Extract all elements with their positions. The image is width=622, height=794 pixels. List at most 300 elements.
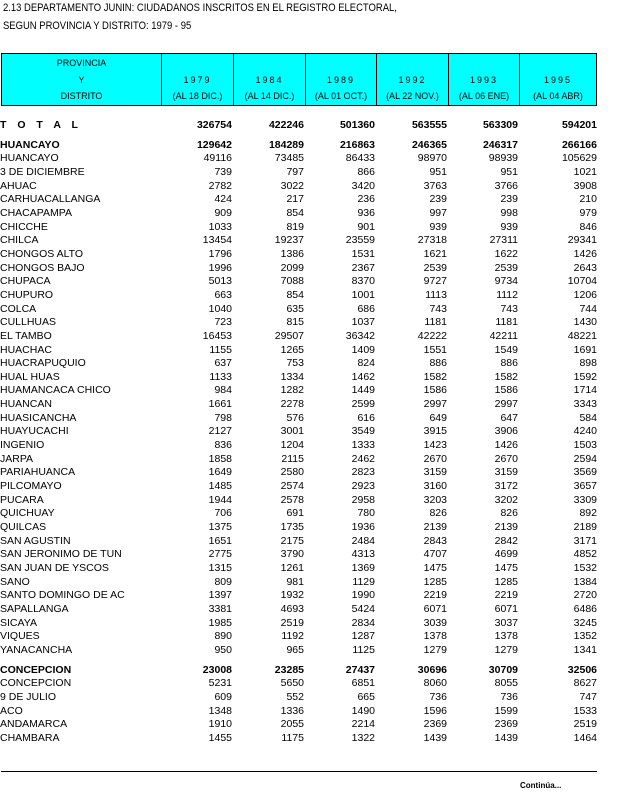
table-row — [0, 480, 597, 494]
value-cell: 3202 — [494, 493, 518, 506]
district-name: PARIAHUANCA — [0, 466, 76, 479]
value-cell: 239 — [500, 193, 518, 206]
table-row — [0, 316, 597, 330]
district-name: 3 DE DICIEMBRE — [0, 165, 85, 178]
value-cell: 3159 — [494, 466, 518, 479]
value-cell: 1691 — [573, 343, 597, 356]
value-cell: 1661 — [208, 398, 232, 411]
value-cell: 2099 — [280, 261, 304, 274]
table-row — [0, 207, 597, 221]
table-row — [0, 193, 597, 207]
district-name: HUAMANCACA CHICO — [0, 384, 111, 397]
value-cell: 98939 — [488, 152, 518, 165]
value-cell: 3039 — [423, 616, 447, 629]
header-year: 1979 — [183, 75, 212, 85]
header-col-1989 — [306, 54, 377, 105]
value-cell: 951 — [500, 165, 518, 178]
value-cell: 2369 — [494, 718, 518, 731]
value-cell: 951 — [429, 165, 447, 178]
value-cell: 36342 — [345, 329, 375, 342]
header-col-1995 — [520, 54, 596, 105]
table-row — [0, 289, 597, 303]
value-cell: 2189 — [573, 521, 597, 534]
value-cell: 1464 — [573, 731, 597, 744]
value-cell: 48221 — [567, 329, 597, 342]
value-cell: 42222 — [417, 329, 447, 342]
district-name: ACO — [0, 704, 23, 717]
header-year: 1995 — [543, 75, 573, 85]
header-year: 1984 — [255, 75, 284, 85]
value-cell: 1910 — [208, 718, 232, 731]
district-name: CARHUACALLANGA — [0, 193, 101, 206]
value-cell: 2055 — [280, 718, 304, 731]
value-cell: 815 — [286, 316, 304, 329]
value-cell: 1485 — [208, 480, 232, 493]
value-cell: 42211 — [489, 329, 518, 342]
value-cell: 5424 — [351, 602, 375, 615]
value-cell: 1439 — [423, 731, 447, 744]
table-row — [0, 507, 597, 521]
value-cell: 3159 — [423, 466, 447, 479]
value-cell: 1133 — [209, 370, 232, 383]
value-cell: 563555 — [411, 119, 447, 131]
header-distrito-label: DISTRITO — [60, 91, 103, 101]
value-cell: 576 — [286, 411, 304, 424]
value-cell: 1490 — [351, 704, 375, 717]
value-cell: 2599 — [351, 398, 375, 411]
value-cell: 2369 — [423, 718, 447, 731]
value-cell: 965 — [286, 643, 304, 656]
value-cell: 2519 — [573, 718, 597, 731]
header-col-1993 — [449, 54, 520, 105]
value-cell: 939 — [500, 220, 518, 233]
table-row — [0, 718, 597, 732]
table-row — [0, 303, 597, 317]
table-row — [0, 152, 597, 166]
value-cell: 422246 — [268, 119, 304, 131]
value-cell: 1858 — [208, 452, 232, 465]
value-cell: 824 — [357, 357, 375, 370]
value-cell: 1206 — [573, 288, 597, 301]
district-name: CULLHUAS — [0, 316, 57, 329]
group-row — [0, 139, 597, 153]
value-cell: 909 — [214, 206, 232, 219]
value-cell: 1386 — [280, 247, 304, 260]
district-name: HUAYUCACHI — [0, 425, 69, 438]
value-cell: 2139 — [423, 521, 447, 534]
value-cell: 743 — [429, 302, 447, 315]
value-cell: 780 — [357, 507, 375, 520]
value-cell: 2782 — [208, 179, 232, 192]
value-cell: 836 — [214, 439, 232, 452]
value-cell: 5650 — [280, 677, 304, 690]
value-cell: 3381 — [208, 602, 232, 615]
header-col-1979 — [162, 54, 234, 105]
value-cell: 1378 — [494, 630, 518, 643]
value-cell: 8060 — [423, 677, 447, 690]
value-cell: 2643 — [573, 261, 597, 274]
value-cell: 846 — [579, 220, 597, 233]
value-cell: 23008 — [202, 663, 232, 676]
district-name: CHUPACA — [0, 275, 51, 288]
value-cell: 798 — [214, 411, 232, 424]
group-row — [0, 664, 597, 678]
district-name: CHAMBARA — [0, 731, 60, 744]
value-cell: 1261 — [280, 562, 304, 574]
value-cell: 3569 — [573, 466, 597, 479]
value-cell: 1279 — [494, 643, 518, 656]
value-cell: 1531 — [351, 247, 375, 260]
value-cell: 1582 — [423, 370, 447, 383]
value-cell: 8627 — [573, 677, 597, 690]
value-cell: 886 — [429, 357, 447, 370]
district-name: VIQUES — [0, 630, 40, 643]
value-cell: 747 — [579, 690, 597, 703]
table-row — [0, 344, 597, 358]
value-cell: 3343 — [573, 398, 597, 411]
value-cell: 5231 — [208, 677, 232, 690]
value-cell: 866 — [357, 165, 375, 178]
table-row — [0, 466, 597, 480]
value-cell: 1649 — [208, 466, 232, 479]
district-name: CHILCA — [0, 234, 39, 247]
value-cell: 892 — [579, 507, 597, 520]
value-cell: 217 — [286, 193, 304, 206]
header-date: (AL 18 DIC.) — [172, 91, 223, 101]
value-cell: 1285 — [494, 575, 518, 588]
value-cell: 1287 — [351, 630, 375, 643]
table-row — [0, 589, 597, 603]
value-cell: 1348 — [208, 704, 232, 717]
header-date: (AL 22 NOV.) — [386, 91, 439, 101]
table-row — [0, 453, 597, 467]
header-year: 1989 — [326, 75, 356, 85]
value-cell: 1599 — [494, 704, 518, 717]
value-cell: 23559 — [345, 234, 375, 247]
district-name: PUCARA — [0, 493, 44, 506]
value-cell: 266166 — [561, 138, 597, 151]
value-cell: 3906 — [494, 425, 518, 438]
value-cell: 1586 — [423, 384, 447, 397]
header-year: 1992 — [398, 75, 427, 85]
table-row — [0, 494, 597, 508]
value-cell: 1378 — [423, 630, 447, 643]
value-cell: 1333 — [351, 439, 375, 452]
value-cell: 901 — [357, 220, 375, 233]
value-cell: 30709 — [488, 663, 518, 676]
value-cell: 1551 — [423, 343, 447, 356]
table-row — [0, 371, 597, 385]
value-cell: 1040 — [208, 302, 232, 315]
value-cell: 105629 — [561, 152, 597, 165]
value-cell: 424 — [214, 193, 232, 206]
value-cell: 1455 — [208, 731, 232, 744]
value-cell: 663 — [214, 288, 232, 301]
value-cell: 1352 — [573, 630, 597, 643]
value-cell: 1285 — [423, 575, 447, 588]
value-cell: 1796 — [208, 247, 232, 260]
value-cell: 23285 — [274, 663, 304, 676]
value-cell: 2519 — [280, 616, 304, 629]
value-cell: 1426 — [494, 439, 518, 452]
value-cell: 1621 — [423, 247, 447, 260]
value-cell: 691 — [286, 507, 304, 520]
district-name: CHONGOS BAJO — [0, 261, 85, 274]
value-cell: 2997 — [494, 398, 518, 411]
value-cell: 665 — [357, 690, 375, 703]
table-title-line-2: SEGUN PROVINCIA Y DISTRITO: 1979 - 95 — [3, 20, 192, 32]
value-cell: 1423 — [423, 439, 447, 452]
value-cell: 984 — [214, 384, 232, 397]
value-cell: 1996 — [208, 261, 232, 274]
table-row — [0, 617, 597, 631]
value-cell: 19237 — [274, 234, 304, 247]
value-cell: 236 — [357, 193, 375, 206]
table-row — [0, 357, 597, 371]
value-cell: 1112 — [496, 288, 518, 301]
value-cell: 86433 — [345, 152, 375, 165]
value-cell: 826 — [429, 507, 447, 520]
value-cell: 2720 — [573, 589, 597, 602]
district-name: EL TAMBO — [0, 329, 52, 342]
value-cell: 706 — [214, 507, 232, 520]
table-row — [0, 248, 597, 262]
value-cell: 6071 — [494, 602, 518, 615]
district-name: COLCA — [0, 302, 37, 315]
table-row — [0, 166, 597, 180]
value-cell: 739 — [214, 165, 232, 178]
value-cell: 3790 — [280, 548, 304, 561]
value-cell: 27437 — [345, 663, 375, 676]
value-cell: 1475 — [494, 562, 518, 574]
value-cell: 2823 — [351, 466, 375, 479]
value-cell: 239 — [429, 193, 447, 206]
table-row — [0, 234, 597, 248]
table-row — [0, 439, 597, 453]
value-cell: 1315 — [208, 562, 232, 574]
district-name: CHUPURO — [0, 288, 54, 301]
district-name: HUASICANCHA — [0, 411, 77, 424]
value-cell: 29507 — [274, 329, 304, 342]
table-row — [0, 677, 597, 691]
value-cell: 7088 — [280, 275, 304, 288]
value-cell: 1369 — [351, 562, 375, 574]
value-cell: 246317 — [482, 138, 518, 151]
value-cell: 635 — [286, 302, 304, 315]
value-cell: 2923 — [351, 480, 375, 493]
value-cell: 1001 — [351, 288, 375, 301]
header-date: (AL 04 ABR) — [533, 91, 583, 101]
data-table-body — [0, 119, 597, 746]
district-name: QUICHUAY — [0, 507, 55, 520]
table-row — [0, 691, 597, 705]
table-row — [0, 644, 597, 658]
total-row — [0, 119, 597, 133]
value-cell: 2539 — [423, 261, 447, 274]
district-name: SAN AGUSTIN — [0, 534, 71, 547]
value-cell: 743 — [500, 302, 518, 315]
value-cell: 3763 — [423, 179, 447, 192]
bottom-rule — [1, 771, 597, 772]
table-row — [0, 425, 597, 439]
table-row — [0, 330, 597, 344]
value-cell: 609 — [214, 690, 232, 703]
value-cell: 2580 — [280, 466, 304, 479]
district-name: HUACHAC — [0, 343, 52, 356]
value-cell: 9734 — [494, 275, 518, 288]
value-cell: 1944 — [208, 493, 232, 506]
value-cell: 73485 — [274, 152, 304, 165]
value-cell: 1384 — [573, 575, 597, 588]
district-name: CHONGOS ALTO — [0, 247, 84, 260]
value-cell: 1449 — [351, 384, 375, 397]
value-cell: 647 — [500, 411, 518, 424]
value-cell: 1375 — [208, 521, 232, 534]
value-cell: 890 — [214, 630, 232, 643]
header-date: (AL 14 DIC.) — [244, 91, 295, 101]
value-cell: 6486 — [573, 602, 597, 615]
district-name: HUANCAYO — [0, 152, 59, 165]
value-cell: 1175 — [281, 731, 304, 744]
value-cell: 997 — [429, 206, 447, 219]
district-name: JARPA — [0, 452, 34, 465]
value-cell: 3037 — [494, 616, 518, 629]
value-cell: 129642 — [196, 138, 232, 151]
value-cell: 1503 — [573, 439, 597, 452]
table-title-line-1: 2.13 DEPARTAMENTO JUNIN: CIUDADANOS INSCRITOS EN EL REGISTRO ELECTORAL, — [3, 2, 397, 14]
value-cell: 1532 — [573, 562, 597, 574]
value-cell: 2843 — [423, 534, 447, 547]
value-cell: 8370 — [351, 275, 375, 288]
value-cell: 2127 — [208, 425, 232, 438]
value-cell: 2670 — [423, 452, 447, 465]
header-date: (AL 06 ENE) — [458, 91, 510, 101]
value-cell: 2219 — [494, 589, 518, 602]
value-cell: 27318 — [417, 234, 447, 247]
table-row — [0, 548, 597, 562]
value-cell: 3766 — [494, 179, 518, 192]
value-cell: 1033 — [208, 220, 232, 233]
province-name: CONCEPCION — [0, 663, 72, 676]
value-cell: 1533 — [573, 704, 597, 717]
value-cell: 10704 — [567, 275, 597, 288]
value-cell: 2175 — [280, 534, 304, 547]
value-cell: 1985 — [208, 616, 232, 629]
value-cell: 3420 — [351, 179, 375, 192]
header-provincia-label: PROVINCIA — [56, 58, 107, 68]
header-provincia-distrito — [2, 54, 162, 105]
value-cell: 3171 — [573, 534, 597, 547]
value-cell: 3309 — [573, 493, 597, 506]
header-year: 1993 — [469, 75, 499, 85]
value-cell: 3022 — [280, 179, 304, 192]
value-cell: 2115 — [281, 452, 304, 465]
district-name: SICAYA — [0, 616, 37, 629]
value-cell: 1113 — [425, 288, 447, 301]
value-cell: 98970 — [417, 152, 447, 165]
value-cell: 736 — [429, 690, 447, 703]
value-cell: 1129 — [352, 575, 375, 588]
value-cell: 1037 — [351, 316, 375, 329]
value-cell: 1409 — [351, 343, 375, 356]
value-cell: 2539 — [494, 261, 518, 274]
value-cell: 1430 — [573, 316, 597, 329]
value-cell: 4699 — [494, 548, 518, 561]
value-cell: 1596 — [423, 704, 447, 717]
district-name: SAN JUAN DE YSCOS — [0, 562, 109, 574]
value-cell: 854 — [286, 206, 304, 219]
value-cell: 819 — [286, 220, 304, 233]
value-cell: 1582 — [494, 370, 518, 383]
value-cell: 32506 — [567, 663, 597, 676]
value-cell: 1592 — [573, 370, 597, 383]
value-cell: 2214 — [351, 718, 375, 731]
district-name: SANTO DOMINGO DE AC — [0, 589, 125, 602]
value-cell: 3915 — [423, 425, 447, 438]
value-cell: 3203 — [423, 493, 447, 506]
value-cell: 4707 — [423, 548, 447, 561]
value-cell: 898 — [579, 357, 597, 370]
value-cell: 3172 — [494, 480, 518, 493]
district-name: INGENIO — [0, 439, 45, 452]
value-cell: 1462 — [351, 370, 375, 383]
value-cell: 1155 — [209, 343, 232, 356]
value-cell: 6851 — [351, 677, 375, 690]
value-cell: 1181 — [424, 316, 447, 329]
value-cell: 5013 — [208, 275, 232, 288]
value-cell: 2842 — [494, 534, 518, 547]
value-cell: 1735 — [280, 521, 304, 534]
district-name: QUILCAS — [0, 521, 47, 534]
value-cell: 797 — [286, 165, 304, 178]
value-cell: 2594 — [573, 452, 597, 465]
value-cell: 216863 — [339, 138, 375, 151]
value-cell: 886 — [500, 357, 518, 370]
header-y-label: Y — [78, 75, 85, 85]
value-cell: 1334 — [280, 370, 304, 383]
value-cell: 1322 — [351, 731, 375, 744]
value-cell: 246365 — [411, 138, 447, 151]
value-cell: 1586 — [494, 384, 518, 397]
value-cell: 563309 — [482, 119, 518, 131]
value-cell: 2462 — [351, 452, 375, 465]
value-cell: 1282 — [280, 384, 304, 397]
value-cell: 6071 — [423, 602, 447, 615]
value-cell: 3001 — [280, 425, 304, 438]
table-row — [0, 603, 597, 617]
value-cell: 2578 — [280, 493, 304, 506]
table-row — [0, 275, 597, 289]
district-name: CONCEPCION — [0, 677, 72, 690]
district-name: CHICCHE — [0, 220, 48, 233]
table-row — [0, 398, 597, 412]
value-cell: 637 — [214, 357, 232, 370]
value-cell: 1426 — [573, 247, 597, 260]
header-col-1992 — [377, 54, 449, 105]
district-name: PILCOMAYO — [0, 480, 62, 493]
province-name: HUANCAYO — [0, 138, 60, 151]
table-row — [0, 412, 597, 426]
value-cell: 723 — [214, 316, 232, 329]
value-cell: 3160 — [423, 480, 447, 493]
value-cell: 501360 — [339, 119, 375, 131]
district-name: 9 DE JULIO — [0, 690, 57, 703]
value-cell: 2484 — [351, 534, 375, 547]
table-row — [0, 732, 597, 746]
continua-note: Continúa... — [520, 781, 562, 790]
district-name: CHACAPAMPA — [0, 206, 72, 219]
value-cell: 1204 — [280, 439, 304, 452]
